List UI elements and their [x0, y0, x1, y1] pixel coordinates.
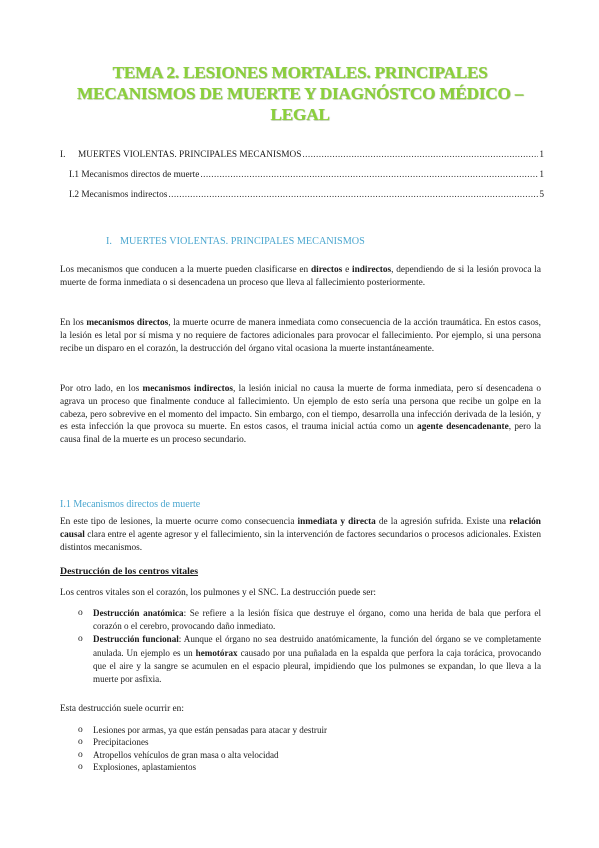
list-item — [60, 633, 541, 686]
bullet-marker: o — [78, 749, 83, 760]
subsection-paragraph-1 — [60, 516, 541, 554]
text: causado por una puñalada en la espalda que perfora la caja torácica, provocando que el aire y la sangre se acumulen en el espacio pleural, impidiendo que los pulmones se expandan, lo que lleva a la muerte por asfixia. — [93, 647, 541, 685]
toc-entry-page: 1 — [539, 150, 544, 160]
section-title: MUERTES VIOLENTAS. PRINCIPALES MECANISMOS — [120, 236, 365, 247]
section-number: I. — [106, 236, 112, 247]
subsection-paragraph-2: Los centros vitales son el corazón, los pulmones y el SNC. La destrucción puede ser: — [60, 588, 377, 598]
toc-entry-label: MUERTES VIOLENTAS. PRINCIPALES MECANISMOS — [78, 150, 302, 160]
text: Los mecanismos que conducen a la muerte pueden clasificarse en — [60, 265, 311, 275]
toc-entry-number: I. — [60, 150, 66, 160]
title-line-1: TEMA 2. LESIONES MORTALES. PRINCIPALES — [112, 63, 488, 82]
text: En los — [60, 318, 87, 328]
list-item — [60, 761, 541, 773]
section-paragraph-3 — [60, 383, 541, 447]
toc-entry-2[interactable] — [69, 170, 544, 180]
text: , dependiendo de si la lesión provoca la muerte de forma inmediata o si desencadena un proceso que lleva al fallecimiento posteriormente. — [60, 265, 542, 288]
text: de la agresión sufrida. Existe una — [375, 517, 510, 527]
toc-entry-page: 1 — [539, 170, 544, 180]
bullet-marker: o — [78, 737, 83, 748]
title-line-3: LEGAL — [270, 105, 330, 124]
list-item — [60, 736, 541, 748]
text: , pero la causa final de la muerte es un proceso secundario. — [60, 422, 541, 446]
bullet-marker: o — [78, 725, 83, 735]
toc-leader-dots — [302, 150, 538, 160]
toc-leader-dots — [168, 190, 538, 200]
text: : Aunque el órgano no sea destruido anatómicamente, la función del órgano se ve completamente anulada. Un ejemplo es un — [93, 634, 541, 658]
bold-term: Destrucción funcional — [93, 634, 179, 645]
text: En este tipo de lesiones, la muerte ocurre como consecuencia — [60, 517, 298, 527]
text: Atropellos vehículos de gran masa o alta velocidad — [93, 749, 279, 760]
bold-term: hemotórax — [195, 647, 238, 658]
list-item — [60, 607, 541, 633]
bullet-marker: o — [78, 608, 83, 618]
occurrence-list — [60, 724, 541, 774]
text: Por otro lado, en los — [60, 384, 143, 394]
bullet-marker: o — [78, 762, 83, 773]
document-title — [60, 62, 540, 125]
text: Lesiones por armas, ya que están pensadas para atacar y destruir — [93, 725, 328, 735]
bold-term: relación causal — [60, 517, 541, 540]
subheading-vital-centers: Destrucción de los centros vitales — [60, 566, 199, 577]
bold-term: inmediata y directa — [297, 517, 376, 527]
list-item — [60, 724, 541, 736]
text: , la lesión inicial no causa la muerte de forma inmediata, pero sí desencadena o agrava un proceso que finalmente conduce al fallecimiento. Un ejemplo de esto sería una persona que recibe un golpe en la cabeza, pero sobrevive en el momento del impacto. Sin embargo, con el tiempo, desarrolla una infección derivada de la lesión, y es esta infección la que provoca su muerte. En estos casos, el trauma inicial actúa como un — [60, 384, 541, 433]
text: , la muerte ocurre de manera inmediata como consecuencia de la acción traumática. En estos casos, la lesión es letal por sí misma y no requiere de factores adicionales para provocar el fallecimiento. Por ejemplo, si una persona recibe un disparo en el corazón, la destrucción del órgano vital ocasiona la muerte instantáneamente. — [60, 318, 541, 354]
bold-term: mecanismos indirectos — [142, 384, 233, 394]
toc-leader-dots — [200, 170, 538, 180]
toc-entry-1[interactable] — [60, 150, 544, 160]
toc-entry-page: 5 — [539, 190, 544, 200]
toc-entry-label: I.2 Mecanismos indirectos — [69, 190, 168, 200]
text: : Se refiere a la lesión física que destruye el órgano, como una herida de bala que perfora el corazón o el cerebro, provocando daño inmediato. — [93, 608, 541, 632]
subsection-paragraph-3: Esta destrucción suele ocurrir en: — [60, 704, 184, 714]
destruction-type-list — [60, 607, 541, 686]
section-heading — [106, 236, 365, 247]
title-line-2: MECANISMOS DE MUERTE Y DIAGNÓSTCO MÉDICO – — [76, 84, 524, 103]
list-item — [60, 749, 541, 761]
bold-term: Destrucción anatómica — [93, 608, 184, 618]
text: Explosiones, aplastamientos — [93, 762, 197, 773]
section-paragraph-2 — [60, 317, 541, 355]
bold-term: mecanismos directos — [86, 318, 169, 328]
subsection-heading: I.1 Mecanismos directos de muerte — [60, 499, 201, 510]
text: Precipitaciones — [93, 737, 149, 748]
bullet-marker: o — [78, 634, 83, 645]
bold-term: directos — [310, 265, 343, 275]
bold-term: indirectos — [352, 265, 392, 275]
section-paragraph-1 — [60, 264, 541, 290]
toc-entry-3[interactable] — [69, 190, 544, 200]
text: e — [342, 265, 352, 275]
text: clara entre el agente agresor y el fallecimiento, sin la intervención de factores secundarios o procesos adicionales. Existen distintos mecanismos. — [60, 529, 541, 553]
toc-entry-label: I.1 Mecanismos directos de muerte — [69, 170, 200, 180]
bold-term: agente desencadenante — [417, 422, 509, 433]
